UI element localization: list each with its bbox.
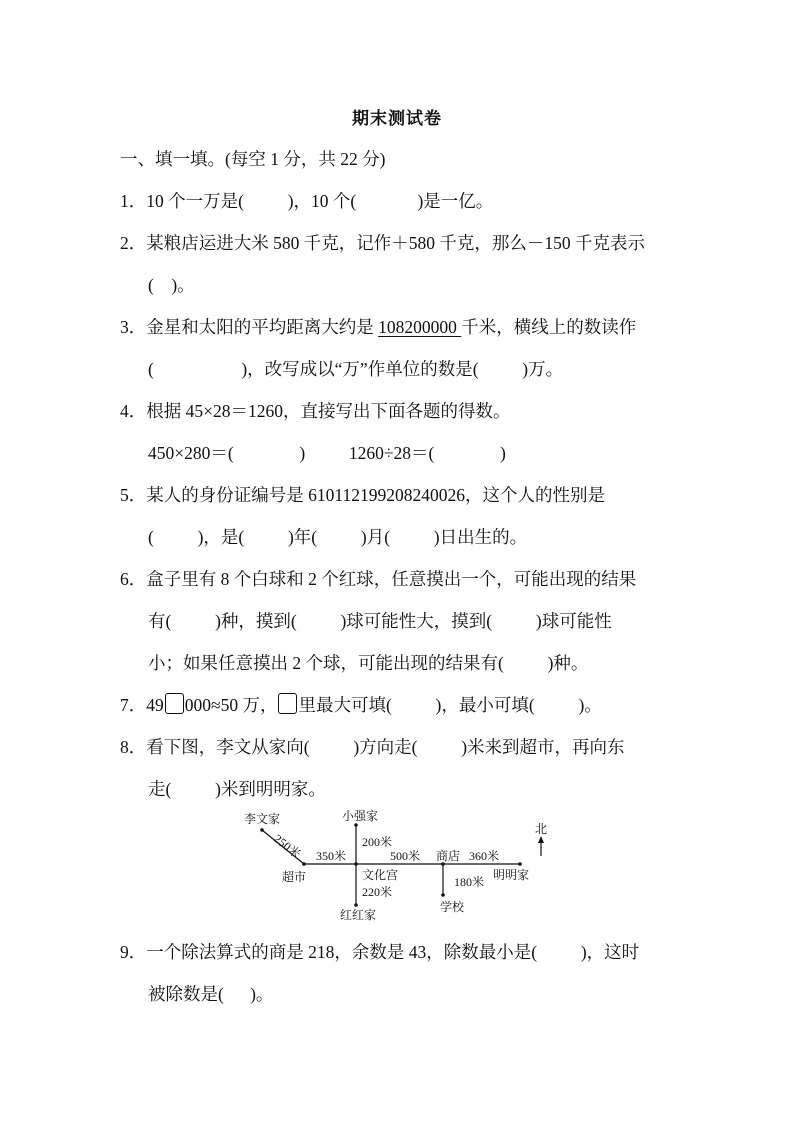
- point-supermarket: [302, 862, 306, 866]
- question-3-text-post: 千米，横线上的数读作: [461, 317, 637, 337]
- underlined-number: 108200000: [378, 317, 462, 337]
- label-liwen-home: 李文家: [244, 812, 281, 826]
- label-supermarket: 超市: [282, 870, 307, 884]
- page-title: 期末测试卷: [352, 109, 442, 128]
- question-6-line-1: 6．盒子里有 8 个白球和 2 个红球，任意摸出一个，可能出现的结果: [120, 569, 637, 589]
- label-xiaoqiang-home: 小强家: [342, 809, 379, 823]
- point-liwen-home: [260, 828, 264, 832]
- question-5-line-2: ( )，是( )年( )月( )日出生的。: [148, 527, 528, 547]
- label-dist-200: 200米: [362, 835, 393, 849]
- question-8-line-1: 8．看下图，李文从家向( )方向走( )米来到超市，再向东: [120, 737, 625, 757]
- label-mingming-home: 明明家: [493, 868, 530, 882]
- point-mingming-home: [518, 862, 522, 866]
- question-7-text-b: 000≈50 万，: [184, 695, 278, 715]
- point-honghong-home: [354, 903, 358, 907]
- label-school: 学校: [440, 900, 465, 914]
- question-6-line-2: 有( )种，摸到( )球可能性大，摸到( )球可能性: [148, 611, 612, 631]
- north-arrow-icon: [538, 836, 544, 843]
- label-dist-360: 360米: [469, 849, 500, 863]
- question-6-line-3: 小；如果任意摸出 2 个球，可能出现的结果有( )种。: [148, 653, 589, 673]
- question-2-line-2: ( )。: [148, 275, 195, 295]
- question-8-line-2: 走( )米到明明家。: [148, 779, 326, 799]
- label-dist-500: 500米: [390, 849, 421, 863]
- point-school: [441, 893, 445, 897]
- question-4-line-1: 4．根据 45×28＝1260，直接写出下面各题的得数。: [120, 401, 511, 421]
- label-culture-palace: 文化宫: [362, 868, 399, 882]
- question-3-text-pre: 3．金星和太阳的平均距离大约是: [120, 317, 379, 337]
- question-5-line-1: 5．某人的身份证编号是 610112199208240026，这个人的性别是: [120, 485, 605, 505]
- question-7-text-c: 里最大可填( )，最小可填( )。: [298, 695, 602, 715]
- label-dist-250: 250米: [271, 831, 304, 862]
- label-dist-180: 180米: [454, 875, 485, 889]
- question-7-text-a: 7．49: [120, 695, 164, 715]
- question-3-line-2: ( )，改写成以“万”作单位的数是( )万。: [148, 359, 564, 379]
- point-xiaoqiang-home: [354, 823, 358, 827]
- question-9-line-2: 被除数是( )。: [148, 984, 274, 1004]
- label-shop: 商店: [436, 849, 461, 863]
- section-heading: 一、填一填。(每空 1 分，共 22 分): [120, 149, 386, 169]
- question-9-line-1: 9．一个除法算式的商是 218，余数是 43，除数最小是( )，这时: [120, 942, 640, 962]
- label-dist-220: 220米: [362, 885, 393, 899]
- label-honghong-home: 红红家: [340, 908, 377, 922]
- question-1: 1．10 个一万是( )，10 个( )是一亿。: [120, 191, 494, 211]
- point-culture-palace: [354, 862, 358, 866]
- label-dist-350: 350米: [316, 849, 347, 863]
- question-4-line-2: 450×280＝( ) 1260÷28＝( ): [148, 443, 506, 463]
- label-north: 北: [535, 822, 548, 836]
- question-2-line-1: 2．某粮店运进大米 580 千克，记作＋580 千克，那么－150 千克表示: [120, 233, 645, 253]
